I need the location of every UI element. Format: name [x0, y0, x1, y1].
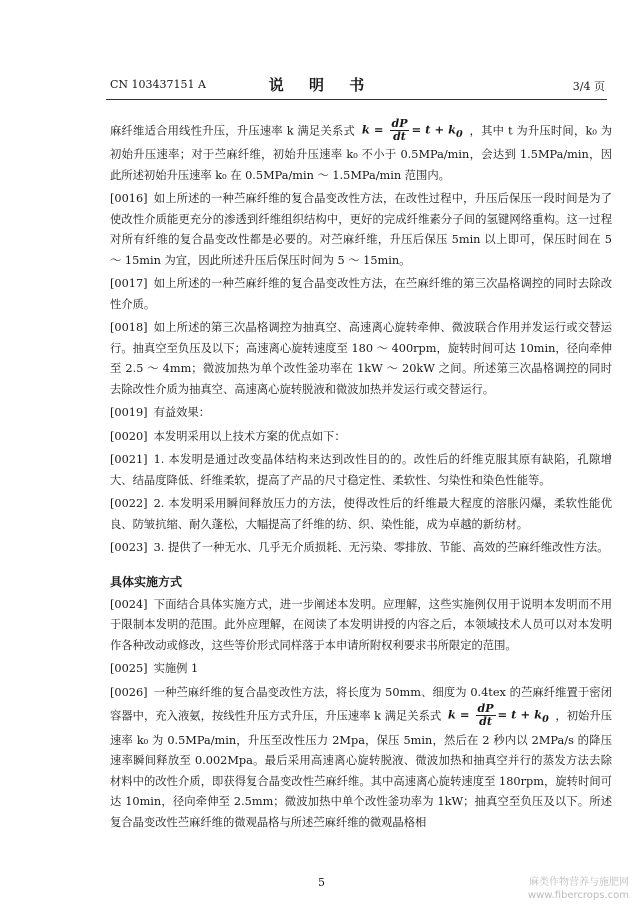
formula-lhs: k	[361, 122, 370, 137]
formula-subscript: 0	[542, 714, 549, 726]
paragraph-number: [0025]	[110, 662, 148, 676]
paragraph-number: [0018]	[110, 321, 148, 335]
paragraph-text: 一种苎麻纤维的复合晶变改性方法，将长度为 50mm、细度为 0.4tex 的苎麻纤维置于密闭容器中，充入液氨，按线性升压方式升压，升压速率 k 满足关系式	[110, 685, 612, 723]
paragraph-text: 1. 本发明是通过改变晶体结构来达到改性目的的。改性后的纤维克服其原有缺陷，孔隙增大、结晶度降低、纤维柔软，提高了产品的尺寸稳定性、柔软性、匀染性和染色性能等。	[110, 453, 612, 487]
paragraph-text: 如上所述的第三次晶格调控为抽真空、高速离心旋转牵伸、微波联合作用并发运行或交替运行。抽真空至负压及以下；高速离心旋转速度至 180 ～ 400rpm，旋转时间可达 10min，径向牵伸至 2.5 ～ 4mm；微波加热为单个改性釜功率在 1kW ～ 20kW 之间。所述第三次晶格调控的同时去除改性介质为抽真空、高速离心旋转脱液和微波加热并发运行或交替运行。	[110, 321, 612, 396]
document-title: 说 明 书	[268, 76, 375, 94]
watermark-line: 麻类作物营养与施肥网	[529, 877, 629, 888]
paragraph-number: [0024]	[110, 597, 148, 611]
paragraph-number: [0019]	[110, 406, 148, 420]
paragraph-0022	[110, 494, 612, 535]
formula-lhs: k	[447, 707, 456, 722]
formula-numerator: dP	[391, 117, 408, 130]
paragraph-0024	[110, 595, 612, 657]
paragraph-text: 麻纤维适合用线性升压，升压速率 k 满足关系式	[110, 124, 359, 138]
paragraph-number: [0022]	[110, 497, 148, 511]
paragraph-text: 如上所述的一种苎麻纤维的复合晶变改性方法，在苎麻纤维的第三次晶格调控的同时去除改性介质。	[110, 277, 612, 311]
formula-fraction	[390, 118, 410, 143]
paragraph-number: [0016]	[110, 192, 148, 206]
paragraph-0019	[110, 403, 612, 424]
patent-number: CN 103437151 A	[110, 78, 206, 91]
formula: k = $\frac{dP}{dt}$ = $t + k_0$	[447, 702, 549, 729]
formula-denominator: dt	[393, 130, 406, 143]
paragraph-continued	[110, 118, 612, 186]
formula-fraction	[476, 703, 496, 728]
paragraph-0026	[110, 683, 612, 833]
watermark-url: www.fibercrops.com	[527, 890, 629, 901]
section-heading: 具体实施方式	[110, 574, 183, 589]
paragraph-text: 3. 提供了一种无水、几乎无介质损耗、无污染、零排放、节能、高效的苎麻纤维改性方法。	[153, 541, 609, 555]
paragraph-0021	[110, 450, 612, 491]
paragraph-text: 下面结合具体实施方式，进一步阐述本发明。应理解，这些实施例仅用于说明本发明而不用于限制本发明的范围。此外应理解，在阅读了本发明讲授的内容之后，本领域技术人员可以对本发明作各种改动或修改，这些等价形式同样落于本申请所附权利要求书所限定的范围。	[110, 597, 612, 652]
paragraph-text: 如上所述的一种苎麻纤维的复合晶变改性方法，在改性过程中，升压后保压一段时间是为了使改性介质能更充分的渗透到纤维组织结构中，更好的完成纤维素分子间的氢键网络重构。这一过程对所有纤维的复合晶变改性都是必要的。对苎麻纤维，升压后保压 5min 以上即可，保压时间在 5 ～ 15min 为宜，因此所述升压后保压时间为 5 ～ 15min。	[110, 192, 612, 267]
paragraph-text: 2. 本发明采用瞬间释放压力的方法，使得改性后的纤维最大程度的溶胀闪爆，柔软性能优良、防皱抗缩、耐久蓬松，大幅提高了纤维的纺、织、染性能，成为卓越的新纺材。	[110, 497, 612, 531]
document-body	[110, 118, 612, 836]
formula-denominator: dt	[479, 715, 492, 729]
paragraph-0025	[110, 659, 612, 680]
header-rule	[106, 99, 607, 100]
paragraph-0020	[110, 427, 612, 448]
page-number: 5	[318, 876, 325, 889]
formula-numerator: dP	[477, 702, 494, 716]
paragraph-number: [0017]	[110, 277, 148, 291]
formula-rhs: = t + k	[411, 122, 457, 137]
paragraph-0023	[110, 538, 612, 559]
paragraph-number: [0021]	[110, 453, 148, 467]
formula: k = $\frac{dP}{dt}$ = $t + k_0$	[361, 117, 463, 143]
formula-rhs: = t + k	[497, 707, 543, 722]
paragraph-number: [0020]	[110, 429, 148, 443]
paragraph-text: ，其中 t 为升压时间，k₀ 为初始升压速率；对于苎麻纤维，初始升压速率 k₀ 不小于 0.5MPa/min，会达到 1.5MPa/min，因此所述初始升压速率 k₀ 在 0.5MPa/min ～ 1.5MPa/min 范围内。	[110, 124, 612, 182]
paragraph-0018	[110, 318, 612, 400]
paragraph-text: 本发明采用以上技术方案的优点如下：	[153, 429, 346, 443]
paragraph-text: 有益效果：	[153, 406, 211, 420]
paragraph-0016	[110, 189, 612, 271]
watermark	[528, 876, 629, 902]
paragraph-text: 实施例 1	[153, 662, 199, 676]
paragraph-number: [0026]	[110, 685, 148, 699]
page-indicator: 3/4 页	[572, 80, 605, 93]
formula-subscript: 0	[456, 128, 463, 140]
paragraph-0017	[110, 274, 612, 315]
paragraph-number: [0023]	[110, 541, 148, 555]
paragraph-text: ，初始升压速率 k₀ 为 0.5MPa/min，升压至改性压力 2Mpa，保压 5min，然后在 2 秒内以 2MPa/s 的降压速率瞬间释放至 0.002Mpa。最后采用高速离心旋转脱液、微波加热和抽真空并行的蒸发方法去除材料中的改性介质，即获得复合晶变改性苎麻纤维。其中高速离心旋转速度至 180rpm，旋转时间可达 10min，径向牵伸至 2.5mm；微波加热中单个改性釜功率为 1kW；抽真空至负压及以下。所述复合晶变改性苎麻纤维的微观晶格与所述苎麻纤维的微观晶格相	[110, 709, 612, 829]
